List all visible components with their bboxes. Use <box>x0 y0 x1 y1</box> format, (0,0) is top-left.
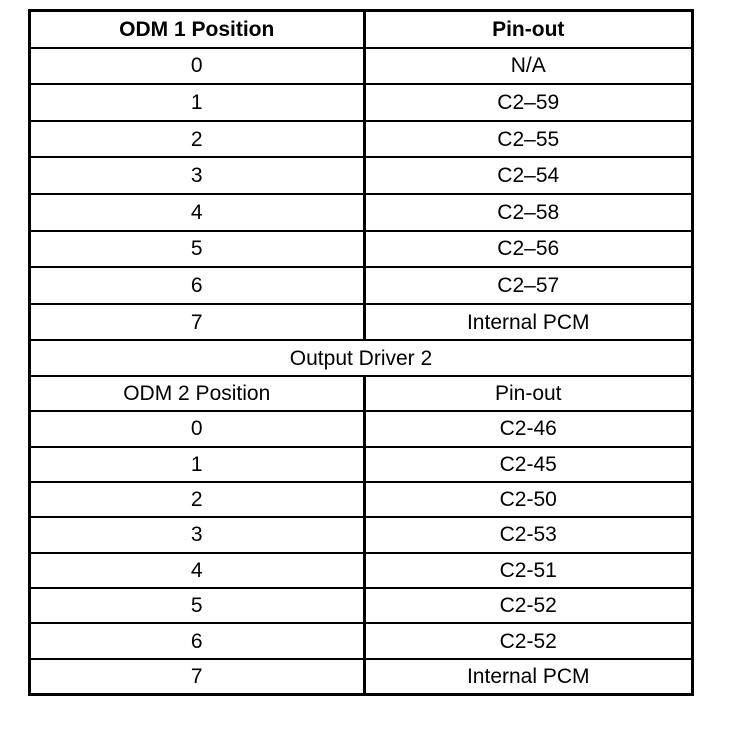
group1-header-row <box>31 12 691 48</box>
group2-position-cell: 3 <box>31 517 364 552</box>
group2-pinout-cell: C2-51 <box>364 553 691 588</box>
group1-position-cell: 7 <box>31 304 364 341</box>
table-row <box>31 482 691 517</box>
table-row <box>31 553 691 588</box>
group2-pinout-cell: C2-45 <box>364 447 691 482</box>
group1-position-cell: 5 <box>31 231 364 268</box>
table-row <box>31 411 691 446</box>
group2-pinout-cell: Internal PCM <box>364 659 691 693</box>
table-row <box>31 304 691 341</box>
group2-position-cell: 6 <box>31 623 364 658</box>
group2-position-cell: 2 <box>31 482 364 517</box>
group2-pinout-cell: C2-52 <box>364 623 691 658</box>
odm1-position-header: ODM 1 Position <box>31 12 364 48</box>
table-row <box>31 588 691 623</box>
group1-position-cell: 2 <box>31 121 364 158</box>
table-row <box>31 121 691 158</box>
group2-header-row <box>31 376 691 411</box>
table-row <box>31 447 691 482</box>
group1-position-cell: 3 <box>31 157 364 194</box>
pinout-table-frame <box>28 9 694 696</box>
group2-pinout-cell: C2-46 <box>364 411 691 446</box>
section-title-row <box>31 340 691 375</box>
table-row <box>31 231 691 268</box>
group1-pinout-cell: C2–54 <box>364 157 691 194</box>
group2-pinout-cell: C2-50 <box>364 482 691 517</box>
group2-position-cell: 1 <box>31 447 364 482</box>
pinout-table-body <box>31 12 691 693</box>
group2-position-cell: 7 <box>31 659 364 693</box>
table-row <box>31 194 691 231</box>
group2-position-cell: 5 <box>31 588 364 623</box>
table-row <box>31 517 691 552</box>
group1-position-cell: 4 <box>31 194 364 231</box>
group1-pinout-cell: C2–55 <box>364 121 691 158</box>
group1-pinout-cell: C2–57 <box>364 267 691 304</box>
group1-pinout-cell: C2–58 <box>364 194 691 231</box>
table-row <box>31 157 691 194</box>
odm1-pinout-header: Pin-out <box>364 12 691 48</box>
odm2-position-header: ODM 2 Position <box>31 376 364 411</box>
group1-pinout-cell: C2–59 <box>364 84 691 121</box>
table-row <box>31 267 691 304</box>
table-row <box>31 48 691 85</box>
pinout-table <box>31 12 691 693</box>
odm2-pinout-header: Pin-out <box>364 376 691 411</box>
group1-pinout-cell: Internal PCM <box>364 304 691 341</box>
table-row <box>31 84 691 121</box>
group2-pinout-cell: C2-52 <box>364 588 691 623</box>
group2-position-cell: 4 <box>31 553 364 588</box>
group1-pinout-cell: N/A <box>364 48 691 85</box>
group1-position-cell: 0 <box>31 48 364 85</box>
group2-pinout-cell: C2-53 <box>364 517 691 552</box>
group1-position-cell: 1 <box>31 84 364 121</box>
section-title: Output Driver 2 <box>31 340 691 375</box>
group1-pinout-cell: C2–56 <box>364 231 691 268</box>
table-row <box>31 659 691 693</box>
group2-position-cell: 0 <box>31 411 364 446</box>
table-row <box>31 623 691 658</box>
group1-position-cell: 6 <box>31 267 364 304</box>
